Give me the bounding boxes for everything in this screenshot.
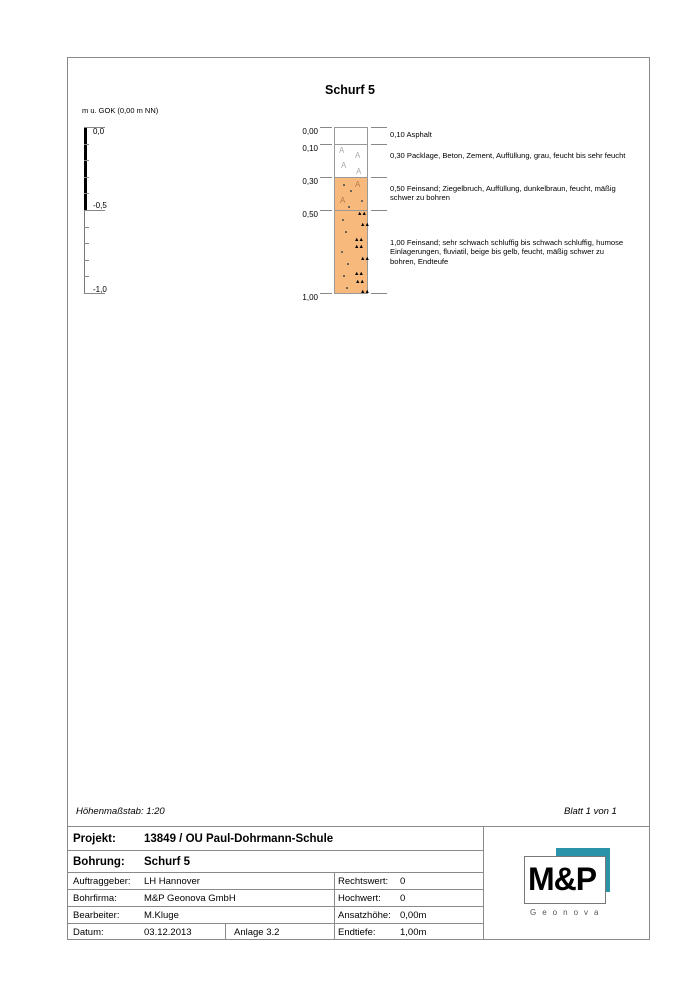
scale-tick bbox=[84, 193, 89, 194]
scale-tick bbox=[84, 144, 89, 145]
divider bbox=[67, 889, 483, 890]
layer-description: 0,30 Packlage, Beton, Zement, Auffüllung, grau, feucht bis sehr feucht bbox=[390, 151, 626, 160]
pattern-dot bbox=[350, 190, 352, 192]
pattern-dot bbox=[343, 275, 345, 277]
depth-tick bbox=[371, 293, 387, 294]
layer-description: 0,10 Asphalt bbox=[390, 130, 432, 139]
scale-tick bbox=[84, 227, 89, 228]
bohrfirma-value: M&P Geonova GmbH bbox=[144, 893, 236, 904]
pattern-dot bbox=[348, 206, 350, 208]
pattern-mark: ▲▲ bbox=[357, 211, 366, 217]
bohrung-value: Schurf 5 bbox=[144, 856, 191, 868]
logo-sub-text: Geonova bbox=[530, 908, 605, 917]
divider bbox=[67, 872, 483, 873]
pattern-glyph: A bbox=[355, 151, 361, 160]
depth-label: 0,00 bbox=[302, 127, 318, 136]
bearbeiter-value: M.Kluge bbox=[144, 910, 179, 921]
pattern-mark: ▲▲ bbox=[360, 256, 369, 262]
divider bbox=[67, 826, 650, 827]
pattern-dot bbox=[347, 263, 349, 265]
rechtswert-value: 0 bbox=[400, 876, 406, 887]
layer-asphalt bbox=[334, 127, 368, 145]
height-reference: m u. GOK (0,00 m NN) bbox=[82, 106, 159, 115]
depth-label: 0,50 bbox=[302, 210, 318, 219]
depth-tick bbox=[371, 144, 387, 145]
pattern-dot bbox=[345, 231, 347, 233]
datum-label: Datum: bbox=[73, 927, 104, 938]
divider bbox=[225, 923, 226, 940]
bohrung-label: Bohrung: bbox=[73, 856, 125, 868]
pattern-glyph: A bbox=[341, 161, 347, 170]
depth-label: 0,30 bbox=[302, 177, 318, 186]
scale-tick bbox=[84, 210, 105, 211]
pattern-mark: ▲▲ bbox=[355, 279, 364, 285]
pattern-glyph: A bbox=[339, 146, 345, 155]
scale-tick bbox=[84, 260, 89, 261]
hochwert-label: Hochwert: bbox=[338, 893, 381, 904]
depth-tick bbox=[371, 210, 387, 211]
depth-scale-bar bbox=[84, 127, 87, 210]
pattern-dot bbox=[341, 251, 343, 253]
layer-feinsand bbox=[334, 210, 368, 294]
auftraggeber-label: Auftraggeber: bbox=[73, 876, 131, 887]
layer-packlage bbox=[334, 144, 368, 178]
scale-tick bbox=[84, 243, 89, 244]
rechtswert-label: Rechtswert: bbox=[338, 876, 389, 887]
divider bbox=[67, 850, 483, 851]
depth-tick bbox=[371, 127, 387, 128]
endtiefe-label: Endtiefe: bbox=[338, 927, 376, 938]
bohrfirma-label: Bohrfirma: bbox=[73, 893, 117, 904]
depth-tick bbox=[371, 177, 387, 178]
divider bbox=[67, 923, 483, 924]
divider bbox=[334, 872, 335, 940]
divider bbox=[483, 826, 484, 940]
pattern-mark: ▲▲ bbox=[360, 289, 369, 295]
anlage-value: Anlage 3.2 bbox=[234, 927, 280, 938]
divider bbox=[67, 906, 483, 907]
sheet-number: Blatt 1 von 1 bbox=[564, 806, 617, 817]
scale-tick bbox=[84, 160, 89, 161]
projekt-label: Projekt: bbox=[73, 833, 116, 845]
depth-tick bbox=[320, 177, 332, 178]
ansatzhoehe-label: Ansatzhöhe: bbox=[338, 910, 391, 921]
pattern-dot bbox=[346, 287, 348, 289]
pattern-dot bbox=[342, 219, 344, 221]
layer-description: 0,50 Feinsand; Ziegelbruch, Auffüllung, dunkelbraun, feucht, mäßig schwer zu bohren bbox=[390, 184, 616, 203]
pattern-glyph: A bbox=[340, 196, 346, 205]
scale-label-05: -0,5 bbox=[93, 201, 107, 210]
bearbeiter-label: Bearbeiter: bbox=[73, 910, 120, 921]
hochwert-value: 0 bbox=[400, 893, 406, 904]
pattern-mark: ▲▲ bbox=[354, 271, 363, 277]
projekt-value: 13849 / OU Paul-Dohrmann-Schule bbox=[144, 833, 334, 845]
depth-label: 1,00 bbox=[302, 293, 318, 302]
pattern-mark: ▲▲ bbox=[354, 244, 363, 250]
scale-tick bbox=[84, 276, 89, 277]
scale-note: Höhenmaßstab: 1:20 bbox=[76, 806, 165, 817]
logo-main-text: M&P bbox=[528, 861, 597, 897]
scale-label-10: -1,0 bbox=[93, 285, 107, 294]
pattern-mark: ▲▲ bbox=[360, 222, 369, 228]
page-title: Schurf 5 bbox=[324, 83, 375, 97]
pattern-glyph: A bbox=[356, 167, 362, 176]
scale-tick bbox=[84, 177, 89, 178]
scale-label-0: 0,0 bbox=[93, 127, 105, 136]
layer-feinsand-ziegel bbox=[334, 177, 368, 211]
auftraggeber-value: LH Hannover bbox=[144, 876, 200, 887]
depth-label: 0,10 bbox=[302, 144, 318, 153]
depth-tick bbox=[320, 127, 332, 128]
datum-value: 03.12.2013 bbox=[144, 927, 192, 938]
company-logo bbox=[524, 848, 614, 920]
endtiefe-value: 1,00m bbox=[400, 927, 427, 938]
depth-tick bbox=[320, 293, 332, 294]
ansatzhoehe-value: 0,00m bbox=[400, 910, 427, 921]
depth-tick bbox=[320, 210, 332, 211]
pattern-mark: ▲▲ bbox=[354, 237, 363, 243]
pattern-dot bbox=[343, 184, 345, 186]
layer-description: 1,00 Feinsand; sehr schwach schluffig bis schwach schluffig, humose Einlagerungen, fluviatil, beige bis gelb, feucht, mäßig schwer zu bohren, Endteufe bbox=[390, 238, 624, 266]
pattern-dot bbox=[361, 200, 363, 202]
depth-tick bbox=[320, 144, 332, 145]
pattern-glyph: A bbox=[355, 180, 361, 189]
